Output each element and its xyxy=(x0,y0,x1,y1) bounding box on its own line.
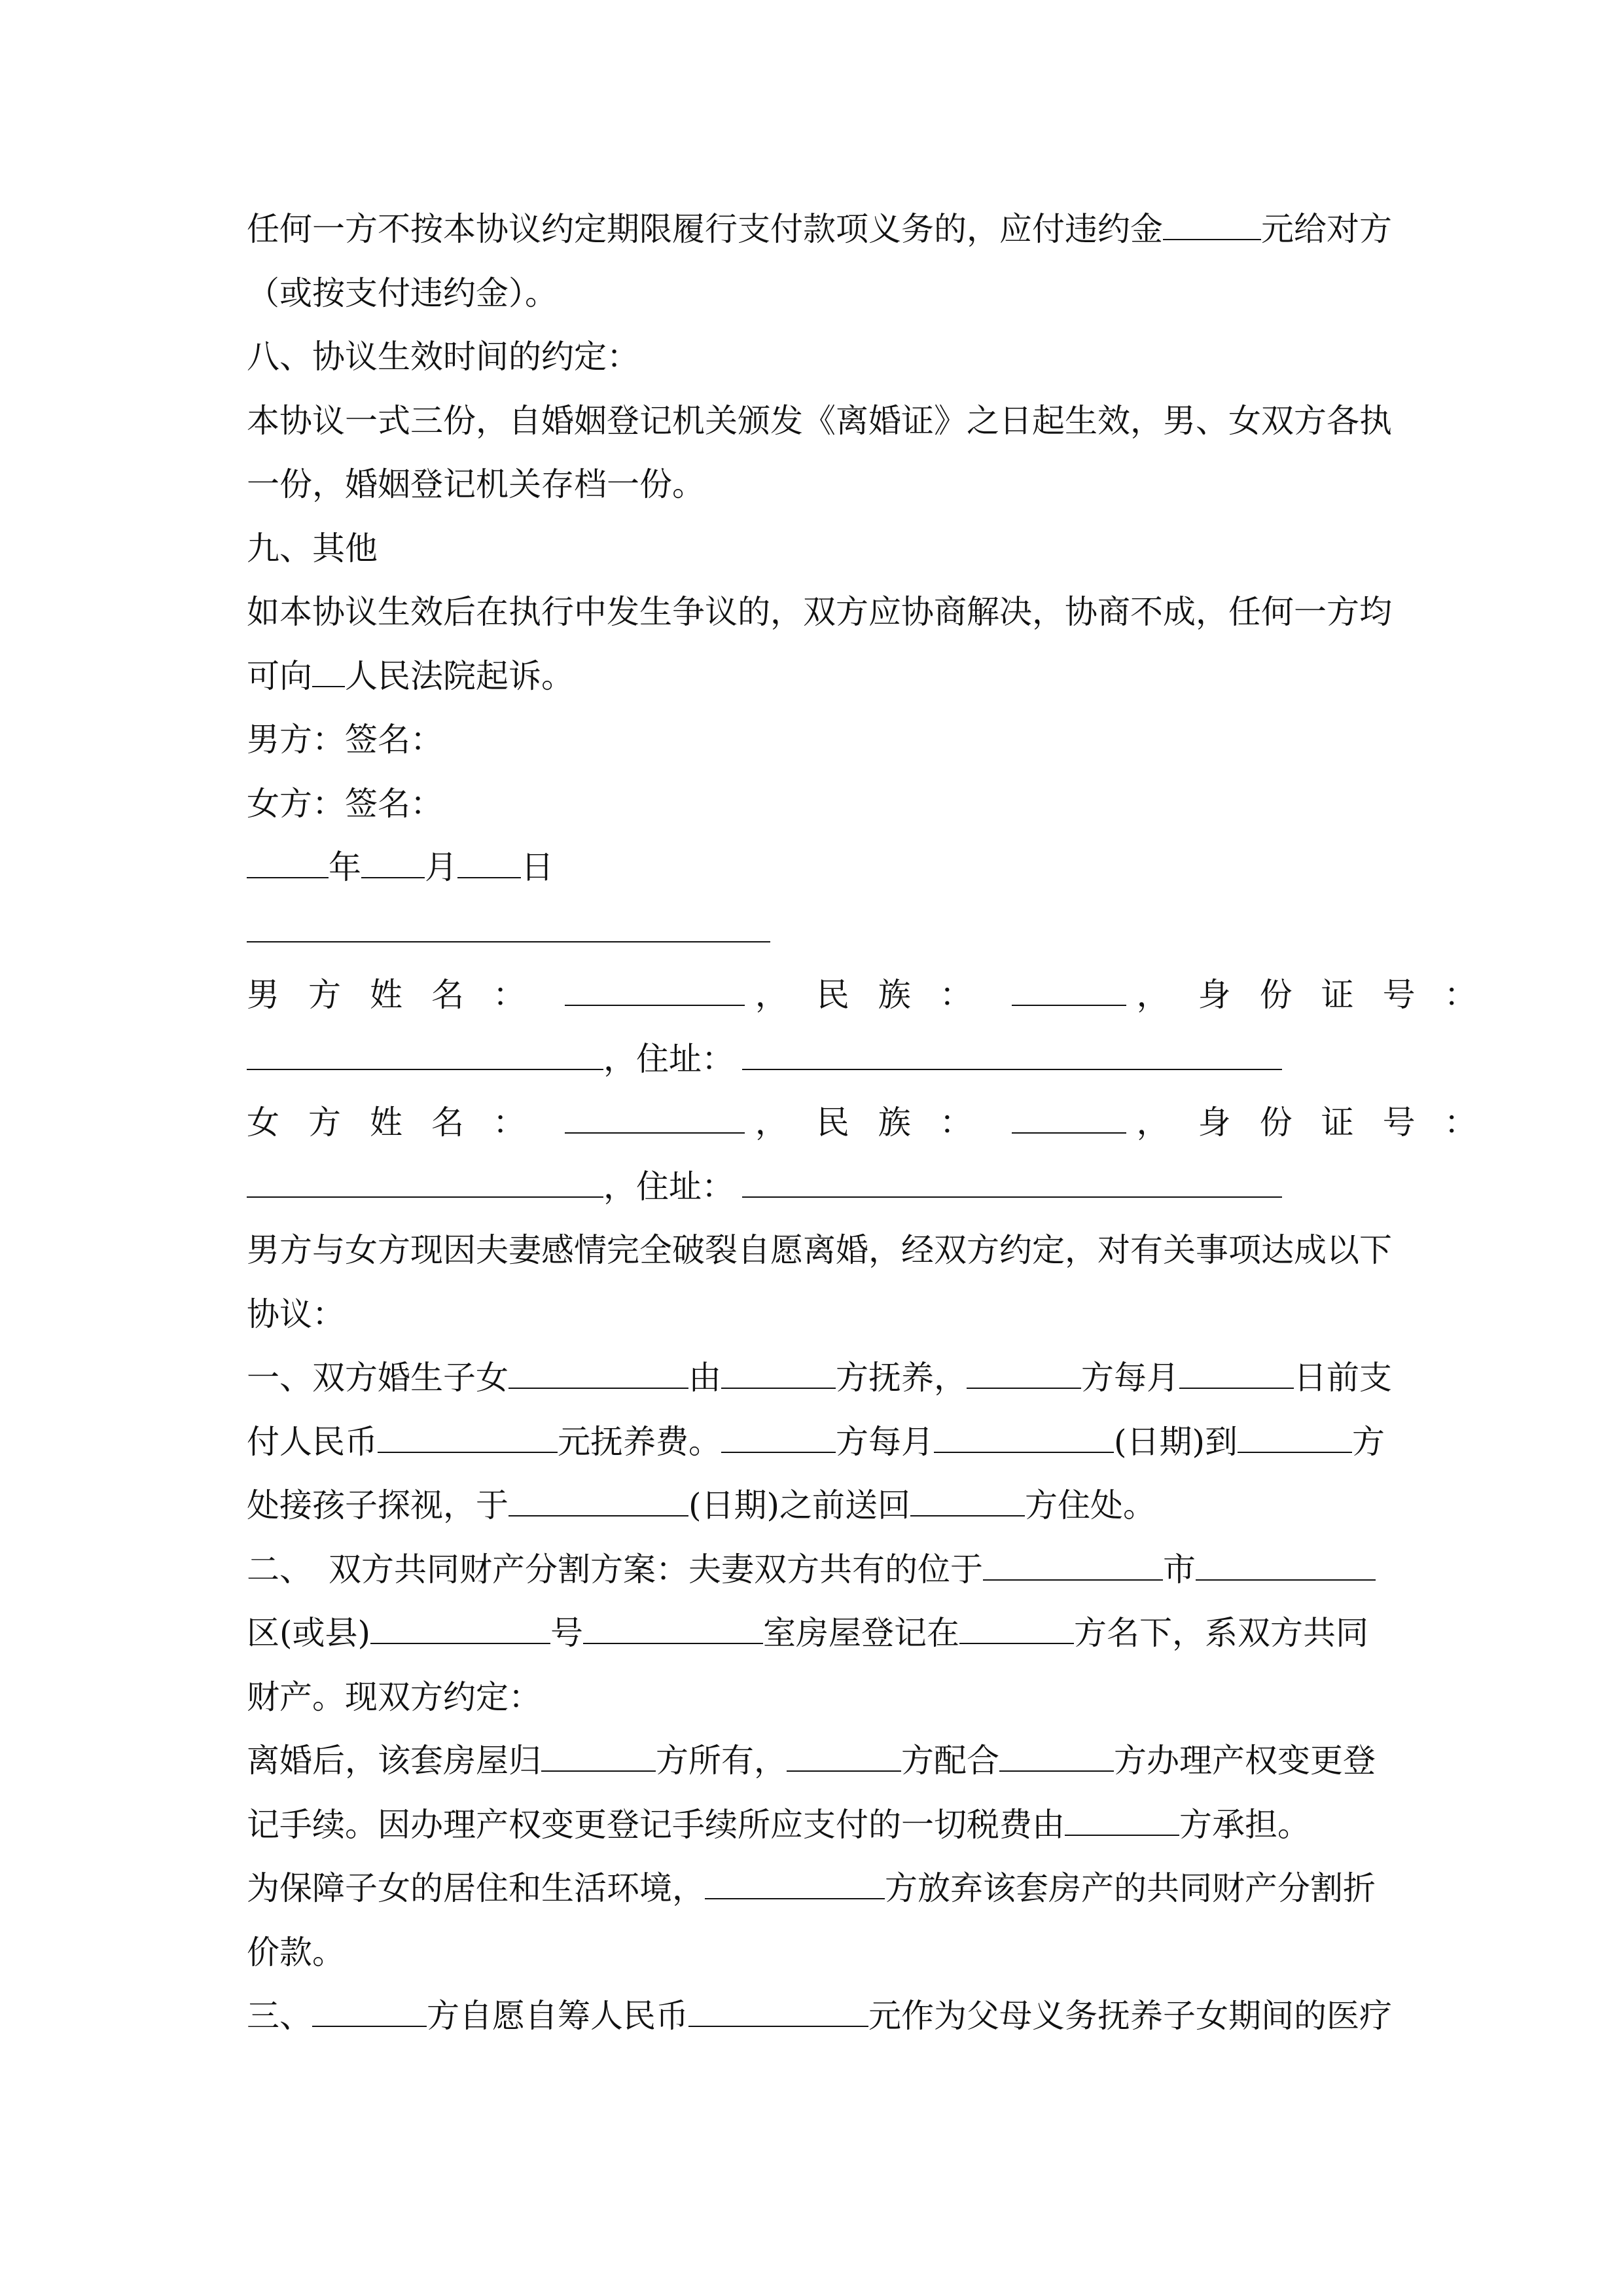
text-segment: 男方：签名： xyxy=(247,721,443,759)
text-segment: 方自愿自筹人民币 xyxy=(427,1997,688,2035)
text-segment: 价款。 xyxy=(247,1933,345,1971)
text-segment: 女方：签名： xyxy=(247,784,443,823)
text-segment: 日 xyxy=(521,848,554,886)
text-segment: 方每月 xyxy=(1081,1359,1179,1397)
blank-field[interactable] xyxy=(1012,975,1126,1006)
blank-field[interactable] xyxy=(312,1996,427,2027)
section-2-line-3 xyxy=(247,1666,1378,1730)
preamble-line-2 xyxy=(247,1283,1378,1347)
blank-field[interactable] xyxy=(721,1422,836,1453)
blank-address[interactable] xyxy=(742,1167,1282,1198)
text-segment: 方配合 xyxy=(901,1742,999,1780)
blank-field[interactable] xyxy=(999,1741,1114,1772)
blank-field[interactable] xyxy=(508,1486,688,1516)
section-8-heading xyxy=(247,325,1378,389)
blank-field[interactable] xyxy=(1179,1358,1294,1389)
husband-address-line xyxy=(247,1028,1378,1092)
blank-field[interactable] xyxy=(910,1486,1025,1516)
text-segment: 方承担。 xyxy=(1179,1805,1310,1844)
blank-field[interactable] xyxy=(983,1550,1163,1581)
blank-field[interactable] xyxy=(541,1741,656,1772)
blank-id-number[interactable] xyxy=(247,1167,603,1198)
text-segment: 方 xyxy=(1352,1422,1385,1461)
blank-day[interactable] xyxy=(457,848,521,878)
section-3-line-1 xyxy=(247,1984,1392,2049)
text-segment: 方放弃该套房产的共同财产分割折 xyxy=(885,1869,1376,1907)
blank-field[interactable] xyxy=(721,1358,836,1389)
text-segment: 由 xyxy=(688,1359,721,1397)
section-1-line-1 xyxy=(247,1346,1392,1410)
separator-line xyxy=(247,900,1378,964)
text-segment: 协议： xyxy=(247,1295,345,1333)
blank-field[interactable] xyxy=(688,1996,868,2027)
text-segment: 室房屋登记在 xyxy=(763,1614,960,1652)
text-segment: 方办理产权变更登 xyxy=(1114,1742,1376,1780)
text-segment: 记手续。因办理产权变更登记手续所应支付的一切税费由 xyxy=(247,1805,1065,1844)
blank-field[interactable] xyxy=(1196,1550,1376,1581)
text-segment: 财产。现双方约定： xyxy=(247,1677,541,1716)
text-segment: 方名下，系双方共同 xyxy=(1074,1614,1369,1652)
blank-address[interactable] xyxy=(742,1039,1282,1070)
text-segment: 一份，婚姻登记机关存档一份。 xyxy=(247,465,705,503)
blank-field[interactable] xyxy=(934,1422,1114,1453)
text-segment: 为保障子女的居住和生活环境， xyxy=(247,1869,705,1907)
text-segment: 处接孩子探视，于 xyxy=(247,1486,508,1524)
text-segment: 元作为父母义务抚养子女期间的医疗 xyxy=(868,1997,1392,2035)
section-2-line-7 xyxy=(247,1921,1378,1985)
blank-field[interactable] xyxy=(1065,1805,1179,1836)
text-segment: 任何一方不按本协议约定期限履行支付款项义务的，应付违约金 xyxy=(247,210,1163,248)
text-segment: (日期)之前送回 xyxy=(688,1486,911,1524)
text-segment: 人民法院起诉。 xyxy=(345,656,574,695)
text-segment: ，身份证号： xyxy=(1136,1103,1506,1141)
text-segment: 男方与女方现因夫妻感情完全破裂自愿离婚，经双方约定，对有关事项达成以下 xyxy=(247,1231,1392,1269)
section-2-line-4 xyxy=(247,1729,1378,1793)
text-segment: 元抚养费。 xyxy=(558,1422,721,1461)
text-segment: 双方共同财产分割方案：夫妻双方共有的位于 xyxy=(329,1550,983,1588)
text-segment: 市 xyxy=(1163,1550,1196,1588)
text-segment: ，民族： xyxy=(755,1103,1001,1141)
text-segment: ，民族： xyxy=(755,976,1001,1014)
text-segment: （或按支付违约金）。 xyxy=(247,274,558,312)
text-segment: 元给对方 xyxy=(1261,210,1392,248)
blank-month[interactable] xyxy=(361,848,425,878)
text-segment: 方抚养， xyxy=(836,1359,967,1397)
text-segment: 八、协议生效时间的约定： xyxy=(247,338,639,376)
date-line xyxy=(247,836,1378,900)
blank-field[interactable] xyxy=(565,1103,745,1134)
document-body xyxy=(247,198,1506,2049)
text-segment: 如本协议生效后在执行中发生争议的，双方应协商解决，协商不成，任何一方均 xyxy=(247,593,1392,631)
text-segment: (日期)到 xyxy=(1114,1422,1238,1461)
text-segment: 男方姓名： xyxy=(247,976,554,1014)
text-segment: ，住址： xyxy=(603,1167,734,1206)
husband-signature-line xyxy=(247,708,1378,772)
text-segment: 方住处。 xyxy=(1025,1486,1156,1524)
blank-field[interactable] xyxy=(312,656,345,687)
blank-field[interactable] xyxy=(370,1613,550,1644)
text-segment: 九、其他 xyxy=(247,529,378,567)
blank-field[interactable] xyxy=(959,1613,1074,1644)
wife-address-line xyxy=(247,1155,1378,1219)
blank-field[interactable] xyxy=(967,1358,1081,1389)
blank-field[interactable] xyxy=(508,1358,688,1389)
text-segment: 二、 xyxy=(247,1550,312,1588)
text-segment: 女方姓名： xyxy=(247,1103,554,1141)
text-segment: 月 xyxy=(425,848,457,886)
clause-7-penalty-line xyxy=(247,198,1392,262)
text-segment: 方所有， xyxy=(656,1742,787,1780)
blank-field[interactable] xyxy=(1238,1422,1352,1453)
blank-field[interactable] xyxy=(1012,1103,1126,1134)
section-1-line-2 xyxy=(247,1410,1385,1475)
section-9-text-2 xyxy=(247,645,1378,709)
text-segment: 一、双方婚生子女 xyxy=(247,1359,508,1397)
blank-field[interactable] xyxy=(787,1741,901,1772)
section-2-line-2 xyxy=(247,1602,1378,1666)
blank-field[interactable] xyxy=(378,1422,558,1453)
husband-info-line xyxy=(247,963,1506,1028)
text-segment: 号 xyxy=(550,1614,584,1652)
section-9-text-1 xyxy=(247,581,1392,645)
blank-field[interactable] xyxy=(1163,209,1261,240)
blank-year[interactable] xyxy=(247,848,329,878)
text-segment: 本协议一式三份，自婚姻登记机关颁发《离婚证》之日起生效，男、女双方各执 xyxy=(247,401,1392,440)
text-segment: 离婚后，该套房屋归 xyxy=(247,1742,541,1780)
blank-field[interactable] xyxy=(565,975,745,1006)
text-segment: 三、 xyxy=(247,1997,312,2035)
section-9-heading xyxy=(247,517,1378,581)
text-segment: 付人民币 xyxy=(247,1422,378,1461)
text-segment: 可向 xyxy=(247,656,312,695)
blank-field[interactable] xyxy=(705,1869,885,1899)
preamble-line-1 xyxy=(247,1219,1392,1283)
section-8-text-1 xyxy=(247,389,1392,454)
blank-field[interactable] xyxy=(583,1613,763,1644)
text-segment: 日前支 xyxy=(1294,1359,1392,1397)
text-segment: 区(或县) xyxy=(247,1614,371,1652)
wife-info-line xyxy=(247,1091,1506,1155)
text-segment: 年 xyxy=(329,848,361,886)
section-1-line-3 xyxy=(247,1474,1378,1538)
section-8-text-2 xyxy=(247,453,1378,517)
section-2-line-5 xyxy=(247,1793,1378,1857)
horizontal-rule xyxy=(247,923,770,942)
text-segment: 方每月 xyxy=(836,1422,934,1461)
section-2-line-6 xyxy=(247,1857,1378,1921)
text-segment: ，住址： xyxy=(603,1039,734,1078)
wife-signature-line xyxy=(247,772,1378,836)
text-segment: ，身份证号： xyxy=(1136,976,1506,1014)
blank-id-number[interactable] xyxy=(247,1039,603,1070)
section-2-line-1 xyxy=(247,1538,1378,1602)
clause-7-penalty-note xyxy=(247,262,1378,326)
